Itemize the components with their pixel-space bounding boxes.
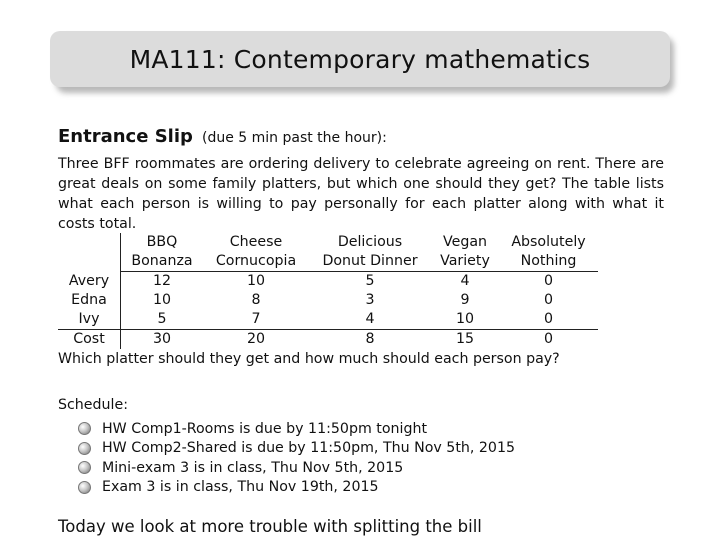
bullet-icon xyxy=(78,442,91,455)
table-row xyxy=(58,310,598,330)
table-header-cell: BBQ xyxy=(146,234,178,250)
table-header-cell: Bonanza xyxy=(121,252,204,272)
table-header-cell: Absolutely xyxy=(511,234,586,250)
schedule-label: Schedule: xyxy=(58,397,128,413)
row-label: Cost xyxy=(58,330,121,350)
table-header-cell: Cornucopia xyxy=(203,252,309,272)
entrance-slip-header xyxy=(58,126,387,147)
table-cell: 7 xyxy=(203,310,309,330)
table-cell: 15 xyxy=(455,331,475,347)
problem-paragraph: Three BFF roommates are ordering delivery to celebrate agreeing on rent. There are great deals on some family platters, but which one should they get? The table lists what each person is willing to pay personally for each platter along with what it costs total. xyxy=(58,156,664,232)
table-cell: 0 xyxy=(543,331,554,347)
table-row xyxy=(58,272,598,292)
table-cell: 5 xyxy=(121,310,204,330)
table-cell: 0 xyxy=(543,273,554,289)
table-cell: 12 xyxy=(152,273,172,289)
table-cell: 10 xyxy=(431,310,499,330)
entrance-slip-note: (due 5 min past the hour): xyxy=(201,130,387,146)
list-item xyxy=(78,419,515,439)
table-header-cell xyxy=(58,233,121,252)
row-label: Avery xyxy=(58,272,121,292)
list-item xyxy=(78,478,515,498)
platter-table xyxy=(58,233,598,349)
table-cell: 8 xyxy=(251,292,261,308)
bullet-icon xyxy=(78,422,91,435)
today-topic: Today we look at more trouble with splitting the bill xyxy=(58,517,482,536)
table-cell: 0 xyxy=(499,310,598,330)
table-row xyxy=(58,291,598,310)
bullet-icon xyxy=(78,461,91,474)
list-item xyxy=(78,439,515,459)
row-label: Ivy xyxy=(58,310,121,330)
table-header-cell: Delicious xyxy=(337,234,403,250)
table-cell: 8 xyxy=(365,331,375,347)
table-header-cell: Vegan xyxy=(442,234,488,250)
table-header-row xyxy=(58,233,598,252)
schedule-item-text: HW Comp2-Shared is due by 11:50pm, Thu Nov 5th, 2015 xyxy=(102,440,516,457)
schedule-item-text: Exam 3 is in class, Thu Nov 19th, 2015 xyxy=(102,479,379,496)
list-item xyxy=(78,458,515,478)
row-label: Edna xyxy=(58,291,121,310)
slide-title: MA111: Contemporary mathematics xyxy=(129,44,591,74)
table-header-cell: Cheese xyxy=(229,234,283,250)
table-cell: 30 xyxy=(152,331,172,347)
title-box xyxy=(50,31,670,87)
table-row-cost xyxy=(58,330,598,350)
bullet-icon xyxy=(78,481,91,494)
entrance-slip-heading: Entrance Slip xyxy=(58,126,193,147)
table-header-cell xyxy=(58,252,121,272)
table-cell: 0 xyxy=(543,292,554,308)
question-text: Which platter should they get and how much should each person pay? xyxy=(58,351,560,367)
table-cell: 5 xyxy=(365,273,375,289)
table-header-cell: Variety xyxy=(431,252,499,272)
table-cell: 10 xyxy=(246,273,266,289)
table-cell: 20 xyxy=(246,331,266,347)
table-header-cell: Donut Dinner xyxy=(309,252,431,272)
table-header-cell: Nothing xyxy=(499,252,598,272)
table-header-row xyxy=(58,252,598,272)
table-cell: 9 xyxy=(460,292,470,308)
table-cell: 4 xyxy=(309,310,431,330)
table-cell: 3 xyxy=(365,292,375,308)
table-cell: 4 xyxy=(460,273,470,289)
schedule-list xyxy=(78,419,515,497)
schedule-item-text: HW Comp1-Rooms is due by 11:50pm tonight xyxy=(102,420,428,437)
schedule-item-text: Mini-exam 3 is in class, Thu Nov 5th, 2015 xyxy=(102,459,404,476)
table-cell: 10 xyxy=(152,292,172,308)
